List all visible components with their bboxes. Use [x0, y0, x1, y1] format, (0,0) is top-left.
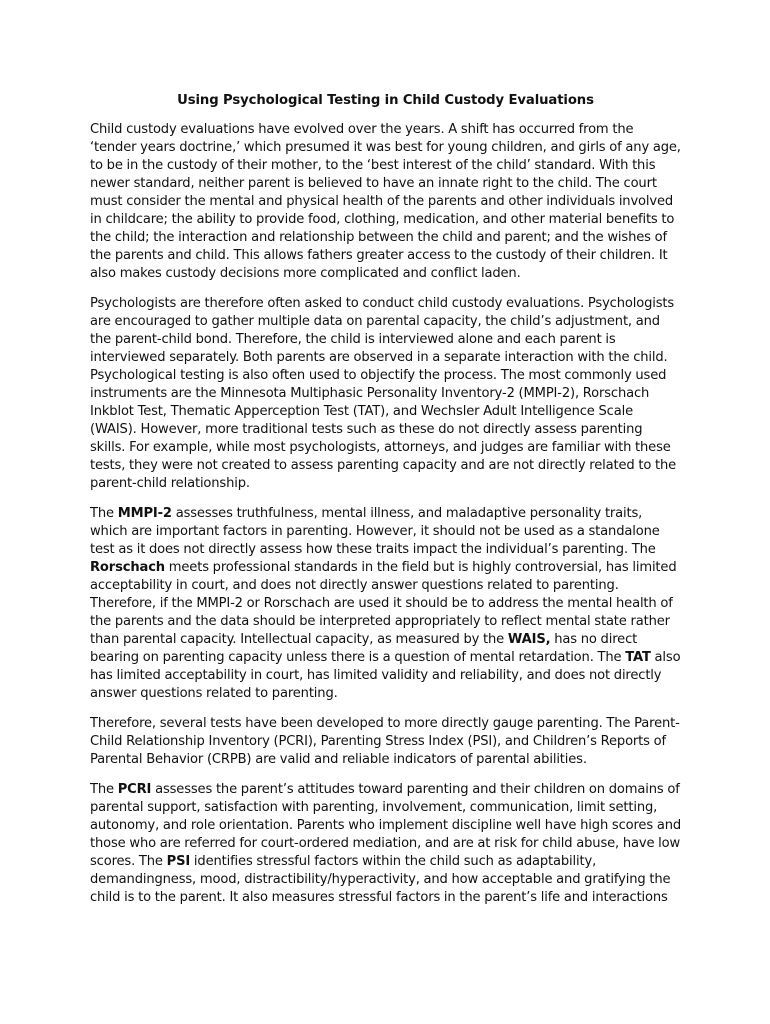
- paragraph-2: [90, 295, 681, 493]
- term-psi: PSI: [166, 854, 191, 869]
- paragraph-1: [90, 121, 681, 283]
- paragraph-text: The: [90, 782, 118, 797]
- paragraph-text: assesses truthfulness, mental illness, and maladaptive personality traits, which are important factors in parenting. However, it should not be used as a standalone test as it does not directly assess how these traits impact the individual’s parenting. The: [90, 506, 660, 557]
- paragraph-text: Psychologists are therefore often asked to conduct child custody evaluations. Psychologists are encouraged to gather multiple data on parental capacity, the child’s adjustment, and the parent-child bond. Therefore, the child is interviewed alone and each parent is interviewed separately. Both parents are observed in a separate interaction with the child. Psychological testing is also often used to objectify the process. The most commonly used instruments are the Minnesota Multiphasic Personality Inventory-2 (MMPI-2), Rorschach Inkblot Test, Thematic Apperception Test (TAT), and Wechsler Adult Intelligence Scale (WAIS). However, more traditional tests such as these do not directly assess parenting skills. For example, while most psychologists, attorneys, and judges are familiar with these tests, they were not created to assess parenting capacity and are not directly related to the parent-child relationship.: [90, 296, 677, 491]
- term-pcri: PCRI: [117, 782, 152, 797]
- term-wais: WAIS,: [507, 632, 551, 647]
- paragraph-text: has no direct bearing on parenting capacity unless there is a question of mental retardation. The: [90, 632, 638, 665]
- paragraph-5: [90, 781, 681, 907]
- paragraph-text: also has limited acceptability in court, has limited validity and reliability, and does not directly answer questions related to parenting.: [90, 650, 681, 701]
- paragraph-text: Therefore, several tests have been developed to more directly gauge parenting. The Parent-Child Relationship Inventory (PCRI), Parenting Stress Index (PSI), and Children’s Reports of Parental Behavior (CRPB) are valid and reliable indicators of parental abilities.: [90, 716, 680, 767]
- paragraph-4: [90, 715, 681, 769]
- paragraph-3: [90, 505, 681, 703]
- paragraph-text: The: [90, 506, 118, 521]
- paragraph-text: assesses the parent’s attitudes toward parenting and their children on domains of parental support, satisfaction with parenting, involvement, communication, limit setting, autonomy, and role orientation. Parents who implement discipline well have high scores and those who are referred for court-ordered mediation, and are at risk for child abuse, have low scores. The: [90, 782, 682, 869]
- document-title: Using Psychological Testing in Child Custody Evaluations: [177, 93, 594, 108]
- document-page: [90, 92, 681, 919]
- term-rorschach: Rorschach: [90, 560, 165, 575]
- paragraph-text: meets professional standards in the field but is highly controversial, has limited acceptability in court, and does not directly answer questions related to parenting. Therefore, if the MMPI-2 or Rorschach are used it should be to address the mental health of the parents and the data should be interpreted appropriately to reflect mental state rather than parental capacity. Intellectual capacity, as measured by the: [90, 560, 677, 647]
- term-tat: TAT: [625, 650, 651, 665]
- term-mmpi2: MMPI-2: [117, 506, 172, 521]
- paragraph-text: identifies stressful factors within the child such as adaptability, demandingness, mood, distractibility/hyperactivity, and how acceptable and gratifying the child is to the parent. It also measures stressful factors in the parent’s life and interactions: [90, 854, 671, 905]
- paragraph-text: Child custody evaluations have evolved over the years. A shift has occurred from the ‘tender years doctrine,’ which presumed it was best for young children, and girls of any age, to be in the custody of their mother, to the ‘best interest of the child’ standard. With this newer standard, neither parent is believed to have an innate right to the child. The court must consider the mental and physical health of the parents and other individuals involved in childcare; the ability to provide food, clothing, medication, and other material benefits to the child; the interaction and relationship between the child and parent; and the wishes of the parents and child. This allows fathers greater access to the custody of their children. It also makes custody decisions more complicated and conflict laden.: [90, 122, 681, 281]
